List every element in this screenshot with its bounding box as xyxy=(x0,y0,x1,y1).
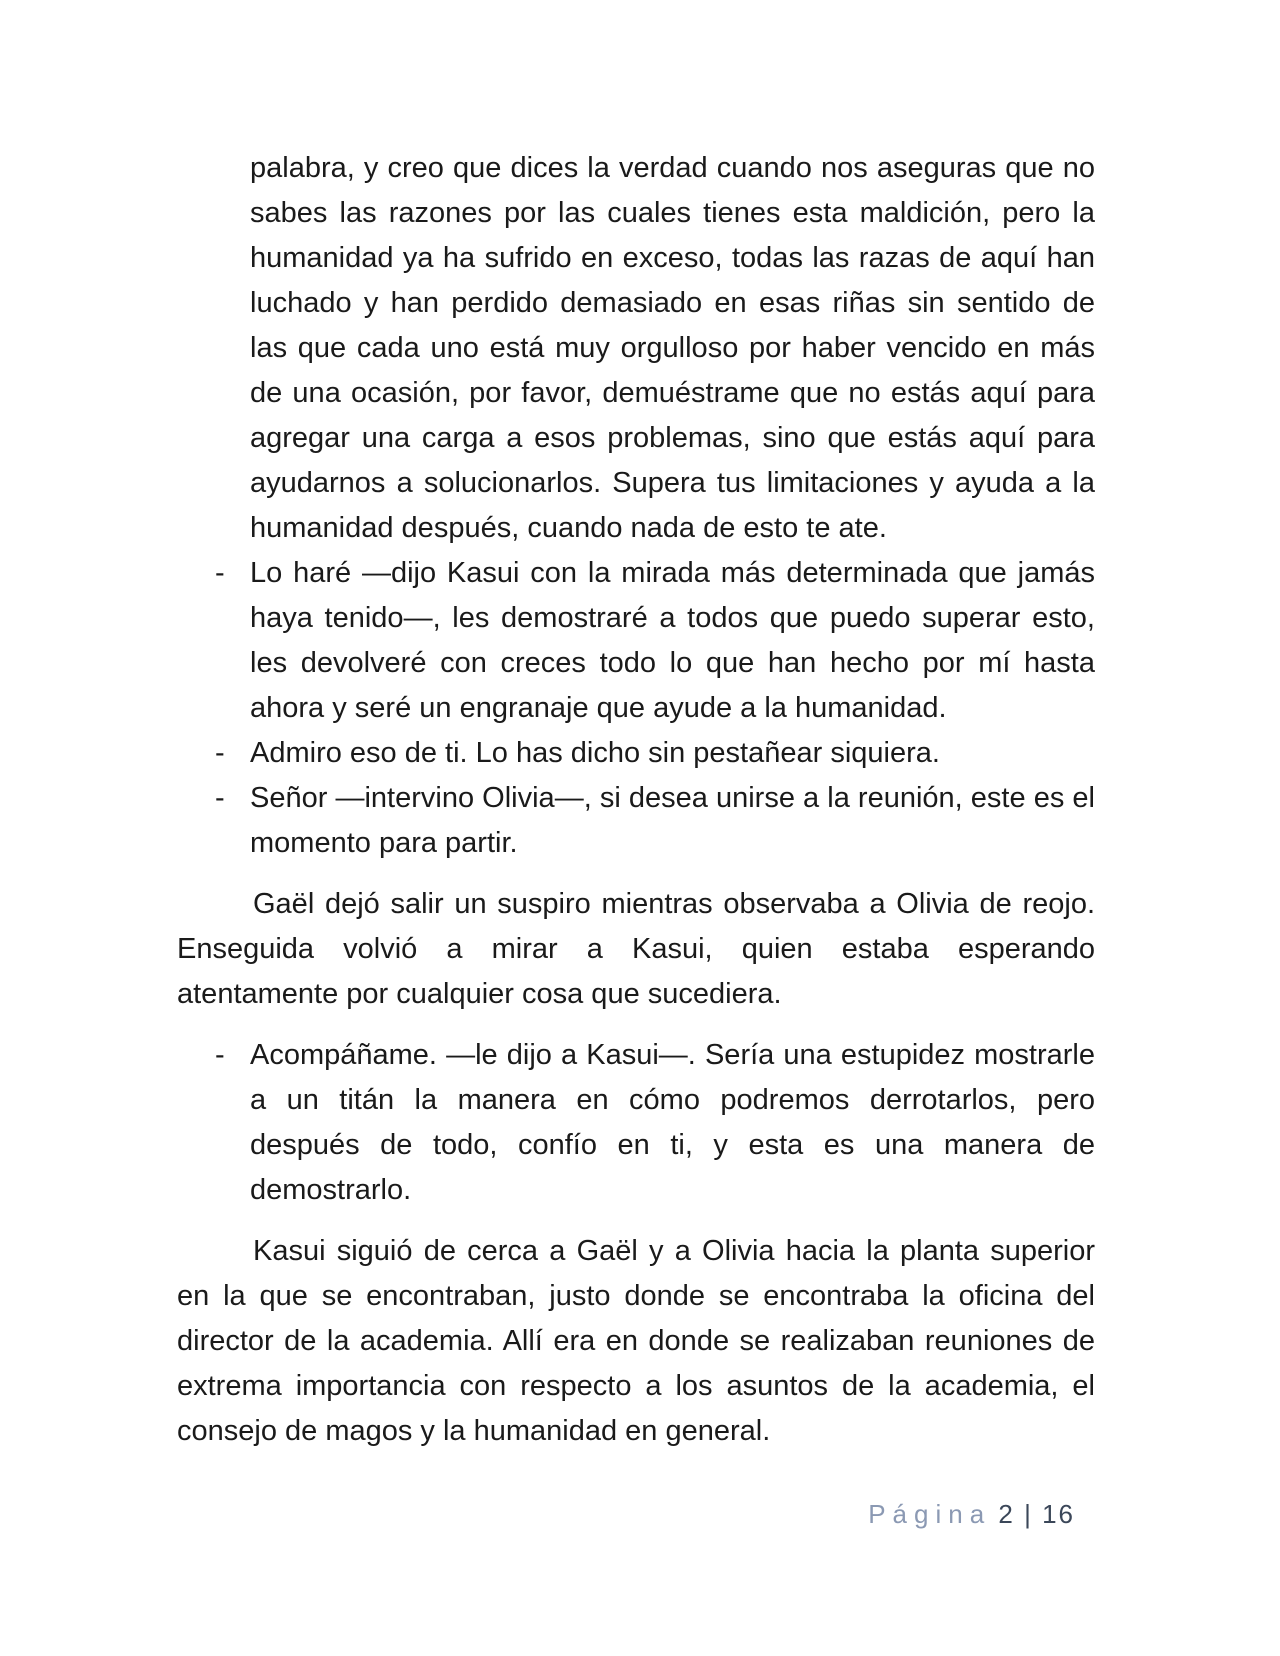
paragraph: Kasui siguió de cerca a Gaël y a Olivia hacia la planta superior en la que se encontraban, justo donde se encontraba la oficina del director de la academia. Allí era en donde se realizaban reuniones de extrema importancia con respecto a los asuntos de la academia, el consejo de magos y la humanidad en general. xyxy=(177,1235,1095,1447)
bullet-dash: - xyxy=(215,557,225,589)
list-item xyxy=(177,1033,1095,1213)
list-item xyxy=(177,551,1095,731)
list-item-text: Lo haré —dijo Kasui con la mirada más determinada que jamás haya tenido—, les demostraré a todos que puedo superar esto, les devolveré con creces todo lo que han hecho por mí hasta ahora y seré un engranaje que ayude a la humanidad. xyxy=(250,557,1095,724)
list-item xyxy=(177,776,1095,866)
list-item-text: Admiro eso de ti. Lo has dicho sin pestañear siquiera. xyxy=(250,737,940,769)
paragraph: Gaël dejó salir un suspiro mientras observaba a Olivia de reojo. Enseguida volvió a mirar a Kasui, quien estaba esperando atentamente por cualquier cosa que sucediera. xyxy=(177,888,1095,1010)
page-footer xyxy=(868,1498,1075,1530)
bullet-dash: - xyxy=(215,737,225,769)
list-item-text: Señor —intervino Olivia—, si desea unirse a la reunión, este es el momento para partir. xyxy=(250,782,1095,859)
bullet-dash: - xyxy=(215,1039,225,1071)
footer-page-number: 2 | 16 xyxy=(998,1499,1075,1529)
list-item-text: Acompáñame. —le dijo a Kasui—. Sería una estupidez mostrarle a un titán la manera en cómo podremos derrotarlos, pero después de todo, confío en ti, y esta es una manera de demostrarlo. xyxy=(250,1039,1095,1206)
list-item-continuation: palabra, y creo que dices la verdad cuando nos aseguras que no sabes las razones por las cuales tienes esta maldición, pero la humanidad ya ha sufrido en exceso, todas las razas de aquí han luchado y han perdido demasiado en esas riñas sin sentido de las que cada uno está muy orgulloso por haber vencido en más de una ocasión, por favor, demuéstrame que no estás aquí para agregar una carga a esos problemas, sino que estás aquí para ayudarnos a solucionarlos. Supera tus limitaciones y ayuda a la humanidad después, cuando nada de esto te ate. xyxy=(250,152,1095,544)
footer-label: Página xyxy=(868,1499,992,1529)
bullet-dash: - xyxy=(215,782,225,814)
document-body xyxy=(177,146,1095,1470)
list-item xyxy=(177,731,1095,776)
